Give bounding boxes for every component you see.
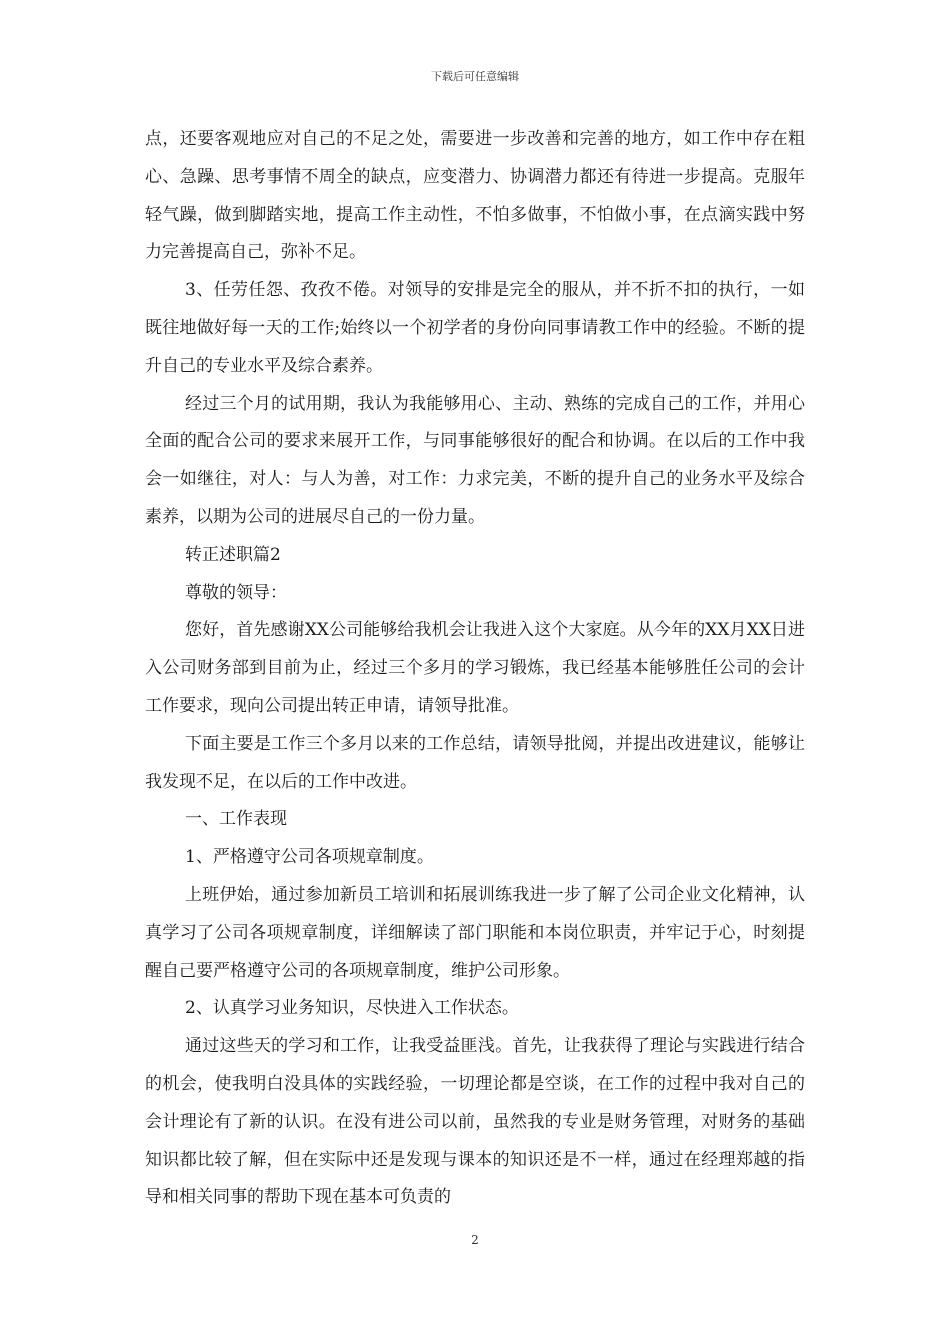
paragraph-summary: 经过三个月的试用期，我认为我能够用心、主动、熟练的完成自己的工作，并用心全面的配合公司的要求来展开工作，与同事能够很好的配合和协调。在以后的工作中我会一如继往，对人：与人为善，对工作：力求完美，不断的提升自己的业务水平及综合素养，以期为公司的进展尽自己的一份力量。 (145, 393, 805, 527)
salutation: 尊敬的领导： (185, 582, 287, 603)
subheading-learning: 2、认真学习业务知识，尽快进入工作状态。 (185, 998, 519, 1019)
subheading-rules: 1、严格遵守公司各项规章制度。 (185, 847, 434, 868)
heading-work-performance: 一、工作表现 (185, 809, 287, 830)
paragraph-greeting: 您好，首先感谢XX公司能够给我机会让我进入这个大家庭。从今年的XX月XX日进入公司财务部到目前为止，经过三个多月的学习锻炼，我已经基本能够胜任公司的会计工作要求，现向公司提出转正申请，请领导批准。 (145, 620, 805, 716)
document-body (145, 121, 805, 1217)
paragraph-learning: 通过这些天的学习和工作，让我受益匪浅。首先，让我获得了理论与实践进行结合的机会，使我明白没具体的实践经验，一切理论都是空谈，在工作的过程中我对自己的会计理论有了新的认识。在没有进公司以前，虽然我的专业是财务管理，对财务的基础知识都比较了解，但在实际中还是发现与课本的知识还是不一样，通过在经理郑越的指导和相关同事的帮助下现在基本可负责的 (145, 1036, 805, 1208)
page-header: 下载后可任意编辑 (431, 70, 519, 83)
paragraph-rules: 上班伊始，通过参加新员工培训和拓展训练我进一步了解了公司企业文化精神，认真学习了公司各项规章制度，详细解读了部门职能和本岗位职责，并牢记于心，时刻提醒自己要严格遵守公司的各项规章制度，维护公司形象。 (145, 884, 805, 981)
section-title: 转正述职篇2 (185, 544, 281, 565)
page-number: 2 (471, 1233, 479, 1247)
paragraph-intro: 下面主要是工作三个多月以来的工作总结，请领导批阅，并提出改进建议，能够让我发现不足，在以后的工作中改进。 (145, 733, 805, 792)
paragraph-continuation: 点，还要客观地应对自己的不足之处，需要进一步改善和完善的地方，如工作中存在粗心、急躁、思考事情不周全的缺点，应变潜力、协调潜力都还有待进一步提高。克服年轻气躁，做到脚踏实地，提高工作主动性，不怕多做事，不怕做小事，在点滴实践中努力完善提高自己，弥补不足。 (145, 129, 805, 263)
paragraph-item-3: 3、任劳任怨、孜孜不倦。对领导的安排是完全的服从，并不折不扣的执行，一如既往地做好每一天的工作;始终以一个初学者的身份向同事请教工作中的经验。不断的提升自己的专业水平及综合素养。 (145, 280, 805, 376)
